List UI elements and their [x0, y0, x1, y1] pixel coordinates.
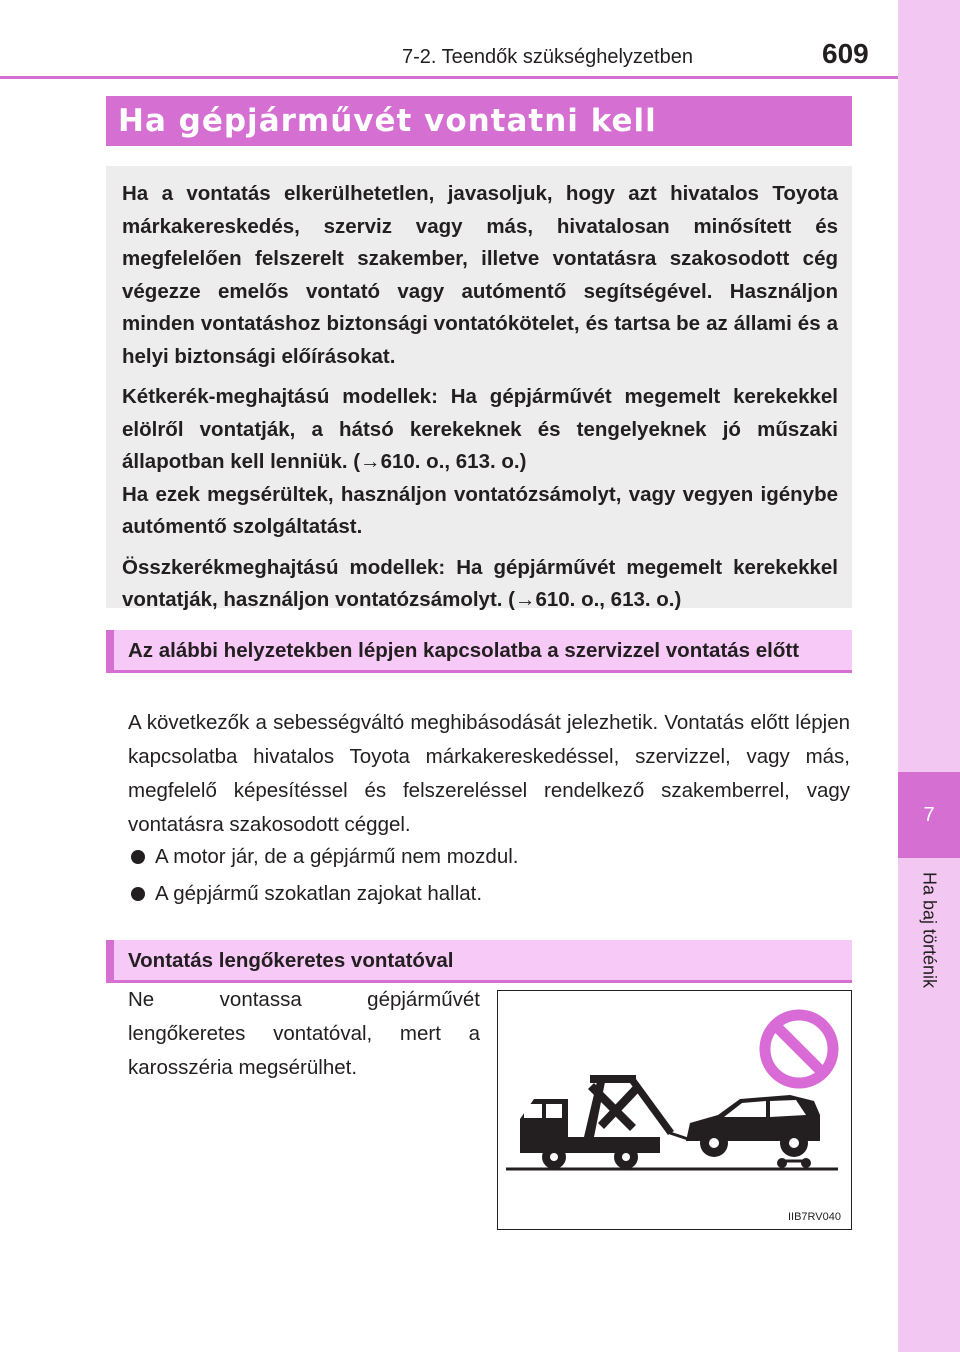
section-heading-text: Az alábbi helyzetekben lépjen kapcsolatba a szervizzel vontatás előtt — [128, 639, 800, 662]
sling-tow-warning-text: Ne vontassa gépjárművét lengőkeretes vontatóval, mert a karosszéria megsérülhet. — [128, 988, 480, 1079]
chapter-number: 7 — [923, 803, 935, 826]
tow-truck-figure — [497, 990, 852, 1230]
side-strip — [898, 0, 960, 1352]
list-item-text: A gépjármű szokatlan zajokat hallat. — [155, 882, 483, 905]
page-title-text: Ha gépjárművét vontatni kell — [118, 103, 657, 139]
tow-truck-icon — [520, 1075, 688, 1169]
page-number: 609 — [822, 38, 869, 69]
section-body-text: A következők a sebességváltó meghibásodását jelezhetik. Vontatás előtt lépjen kapcsolatba hivatalos Toyota márkakereskedéssel, szervizzel, vagy más, megfelelő képesítéssel és felszereléssel rendelkező szakemberrel, vagy vontatásra szakosodott céggel. — [128, 711, 850, 836]
section-heading-contact-service — [106, 630, 852, 673]
bullet-icon — [131, 887, 145, 901]
info-paragraph: Ha ezek megsérültek, használjon vontatózsámolyt, vagy vegyen igénybe autómentő szolgáltatást. — [122, 482, 838, 538]
header-divider — [0, 76, 898, 79]
tow-truck-illustration — [498, 991, 850, 1229]
info-paragraph: Összkerékmeghajtású modellek: Ha gépjárművét megemelt kerekekkel vontatják, használjon vontatózsámolyt. (→610. o., 613. o.) — [122, 555, 838, 611]
figure-code: IIB7RV040 — [787, 1211, 841, 1223]
list-item — [128, 877, 850, 911]
symptom-list — [128, 840, 850, 914]
bullet-icon — [131, 850, 145, 864]
info-paragraph: Ha a vontatás elkerülhetetlen, javasoljuk, hogy azt hivatalos Toyota márkakereskedés, szerviz vagy más, hivatalosan minősített és megfelelően felszerelt szakember, illetve vontatásra szakosodott cég végezze emelős vontató vagy autómentő segítségével. Használjon minden vontatáshoz biztonsági vontatókötelet, és tartsa be az állami és a helyi biztonsági előírásokat. — [122, 182, 838, 368]
towed-car-icon — [686, 1095, 820, 1168]
page-title — [106, 96, 852, 146]
section-heading-text: Vontatás lengőkeretes vontatóval — [128, 949, 454, 972]
chapter-tab — [898, 772, 960, 858]
header-section-title: 7-2. Teendők szükséghelyzetben — [402, 46, 693, 68]
section-heading-sling-tow — [106, 940, 852, 983]
prohibited-sign-icon — [765, 1015, 833, 1083]
info-box — [106, 166, 852, 611]
info-paragraph: Kétkerék-meghajtású modellek: Ha gépjárművét megemelt kerekekkel elölről vontatják, a hátsó kerekeknek és tengelyeknek jó műszaki állapotban kell lenniük. (→610. o., 613. o.) — [122, 385, 838, 473]
list-item — [128, 840, 850, 874]
list-item-text: A motor jár, de a gépjármű nem mozdul. — [155, 845, 519, 868]
chapter-title: Ha baj történik — [919, 871, 940, 989]
